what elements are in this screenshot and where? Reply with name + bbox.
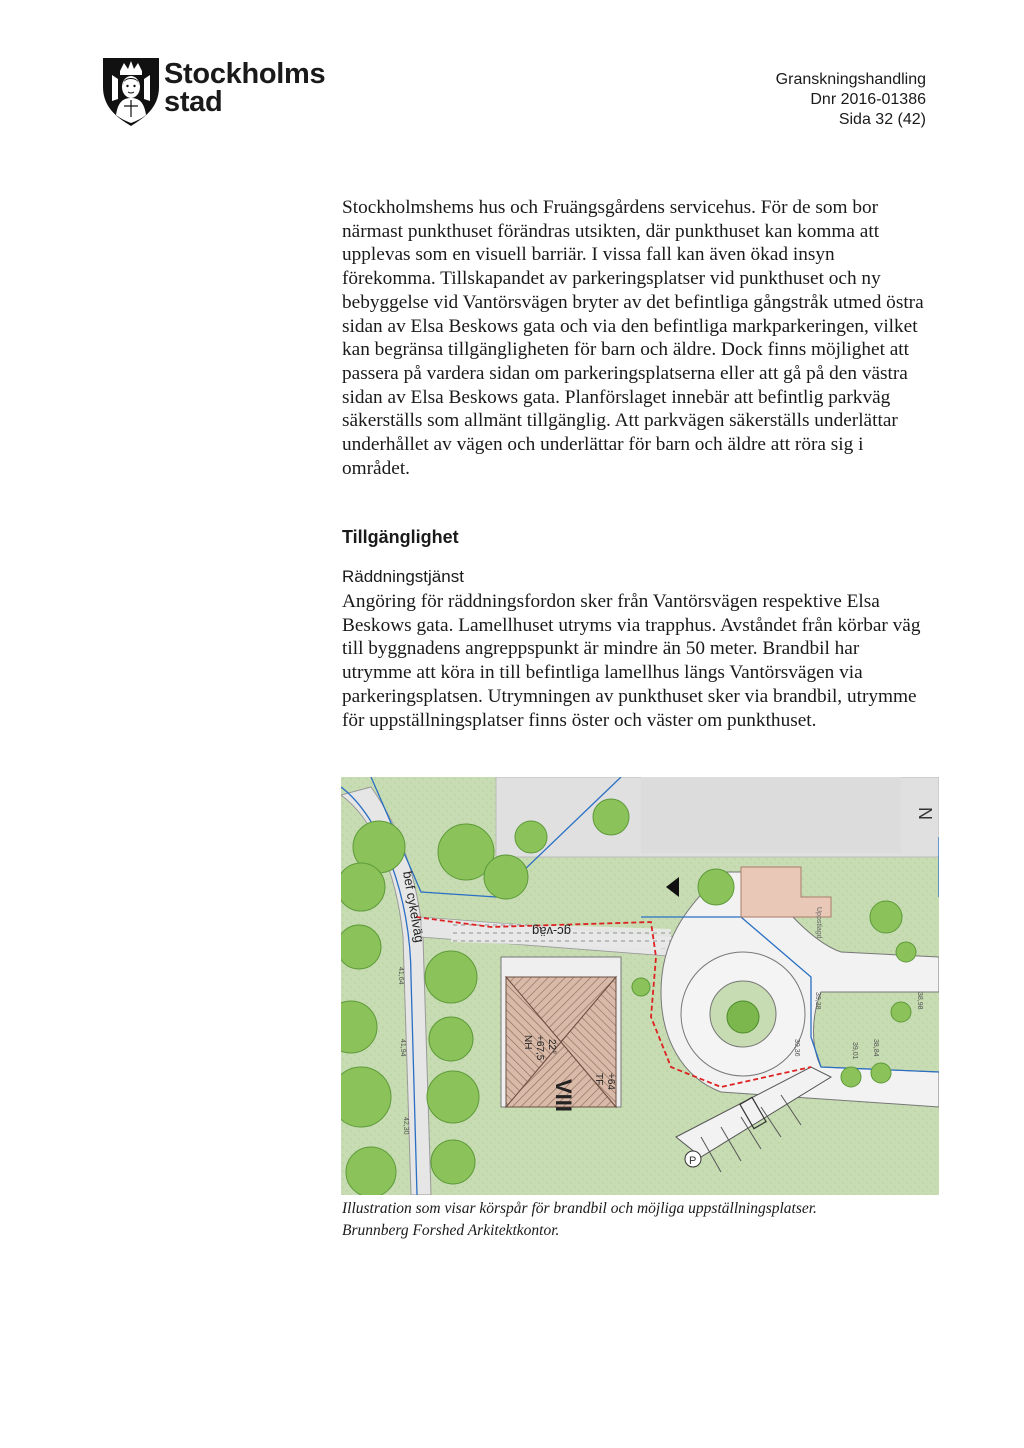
elevation-2: 41,94 [399, 1039, 406, 1057]
nh-value: +67,5 [534, 1035, 545, 1061]
north-arrow: N [915, 807, 935, 820]
gc-path-label: gc-väg [531, 924, 571, 939]
section-subheading: Räddningstjänst [342, 567, 464, 586]
caption-line1: Illustration som visar körspår för brandbil och möjliga uppställningsplatser. [342, 1200, 817, 1217]
elevation-7: 38,98 [916, 992, 923, 1010]
elevation-5: 39,01 [851, 1042, 858, 1060]
document-meta [776, 70, 926, 130]
elevation-4: 39,36 [793, 1039, 800, 1057]
section-heading: Tillgänglighet [342, 527, 459, 547]
intro-paragraph: Stockholmshems hus och Fruängsgårdens servicehus. För de som bor närmast punkthuset förändras utsikten, där punkthuset kan komma att upplevas som en visuell barriär. I vissa fall kan även ökad insyn förekomma. Tillskapandet av parkeringsplatser vid punkthuset och ny bebyggelse vid Vantörsvägen bryter av det befintliga gångstråk utmed östra sidan av Elsa Beskows gata och via den befintliga markparkeringen, vilket kan begränsa tillgängligheten för barn och äldre. Dock finns möjlighet att passera på vardera sidan om parkeringsplatserna eller att gå på den västra sidan av Elsa Beskows gata. Planförslaget innebär att befintlig parkväg säkerställs som allmänt tillgänglig. Att parkvägen säkerställs underlättar underhållet av vägen och underlättar för barn och äldre att röra sig i området. [342, 197, 924, 479]
tf-label: TF [593, 1073, 604, 1086]
elevation-8: 39,38 [814, 992, 821, 1010]
site-plan-illustration [341, 777, 939, 1195]
page-number: Sida 32 (42) [838, 111, 926, 128]
elevation-6: 38,84 [872, 1039, 879, 1057]
city-crest-icon [102, 57, 160, 127]
building-height-label: VIII [551, 1079, 576, 1113]
logo-wordmark [164, 60, 325, 116]
elevation-1: 41,64 [397, 967, 404, 985]
nh-label: NH [522, 1035, 533, 1050]
figure-caption [342, 1198, 942, 1242]
section-paragraph: Angöring för räddningsfordon sker från Vantörsvägen respektive Elsa Beskows gata. Lamellhuset utryms via trapphus. Avståndet från körbar väg till byggnadens angreppspunkt är mindre än 50 meter. Brandbil har utrymme att köra in till befintliga lamellhus längs Vantörsvägen via parkeringsplatsen. Utrymningen av punkthuset sker via brandbil, utrymme för uppställningsplatser finns öster och väster om punkthuset. [342, 591, 921, 731]
document-type: Granskningshandling [775, 71, 926, 88]
logo-line2: stad [164, 86, 223, 118]
caption-line2: Brunnberg Forshed Arkitektkontor. [342, 1222, 560, 1239]
logo-line1: Stockholms [164, 58, 326, 90]
stockholms-stad-logo [102, 57, 326, 127]
roof-angle: 22° [546, 1039, 557, 1055]
document-number: Dnr 2016-01386 [810, 91, 926, 108]
elevation-3: 42,30 [402, 1117, 409, 1135]
cycle-path-label: bef cykelväg [400, 869, 428, 944]
small-building-label: Uppstlagd [815, 907, 822, 939]
parking-label: P [689, 1155, 697, 1167]
tf-value: +64 [605, 1073, 616, 1090]
tree [727, 1001, 759, 1033]
